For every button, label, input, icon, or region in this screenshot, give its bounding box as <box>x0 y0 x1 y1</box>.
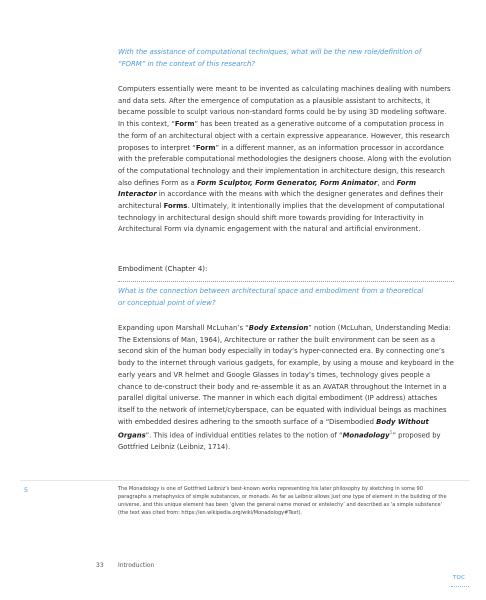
page-number: 33 <box>96 562 104 569</box>
paragraph-embodiment: Expanding upon Marshall McLuhan’s “Body Extension” notion (McLuhan, Understanding Media: The Extensions of Man, 1964), Architecture or rather the built environment can be seen as a second skin of the human body especially in today’s hyper-connected era. By connecting one’s body to the internet through various gadgets, for example, by using a mouse and keyboard in the early years and VR helmet and Google Glasses in today’s times, technology gives people a chance to de-construct their body and re-assemble it as an AVATAR throughout the Internet in a parallel digital universe. The manner in which each digital embodiment (IP address) attaches itself to the network of internet/cyberspace, can be equated with individual beings as machines with embedded desires adhering to the smooth surface of a “Disembodied Body Without Organs”. This idea of individual entities relates to the notion of “Monadology$^5$” proposed by Gottfried Leibniz (Leibniz, 1714). <box>118 324 454 452</box>
footnote-reference[interactable]: 5 <box>389 431 393 437</box>
footnote-number: 5 <box>24 487 28 494</box>
footnote-separator <box>20 480 470 481</box>
toc-underline <box>451 586 469 587</box>
dotted-divider <box>118 281 454 282</box>
paragraph-form: Computers essentially were meant to be invented as calculating machines dealing with numbers and data sets. After the emergence of computation as a plausible assistant to architects, it became possible to sculpt various non-standard forms could be by using 3D modeling software. In this context, “Form” has been treated as a generative outcome of a computation process in the form of an architectural object with a certain expressive appearance. However, this research proposes to interpret “Form” in a different manner, as an information processor in accordance with the preferable computational methodologies the designers choose. Along with the evolution of the computational technology and their implementation in architecture design, this research also defines Form as a Form Sculptor, Form Generator, Form Animator, and Form Interactor in accordance with the means with which the designer generates and defines their architectural Forms. Ultimately, it intentionally implies that the development of computational technology in architectural design should shift more towards providing for Interactivity in Architectural Form via dynamic engagement with the natural and artificial environment. <box>118 85 452 234</box>
running-footer-section: Introduction <box>118 562 155 569</box>
section-heading-embodiment: Embodiment (Chapter 4): <box>118 265 208 273</box>
research-question-embodiment: What is the connection between architectural space and embodiment from a theoretical or conceptual point of view? <box>118 287 424 307</box>
footnote-text: The Monadology is one of Gottfried Leibniz’s best-known works representing his later philosophy by sketching in some 90 paragraphs a metaphysics of simple substances, or monads. As far as Leibniz allows just one type of element in the building of the universe, and this unique element has been ‘given the general name monad or entelechy’ and described as ‘a simple substance’ (the text was cited from: https://en.wikipedia.org/wiki/Monadology#Text). <box>118 486 447 516</box>
research-question-form: With the assistance of computational techniques, what will be the new role/definition of “FORM” in the context of this research? <box>118 48 422 68</box>
toc-link[interactable]: TOC <box>453 575 466 581</box>
